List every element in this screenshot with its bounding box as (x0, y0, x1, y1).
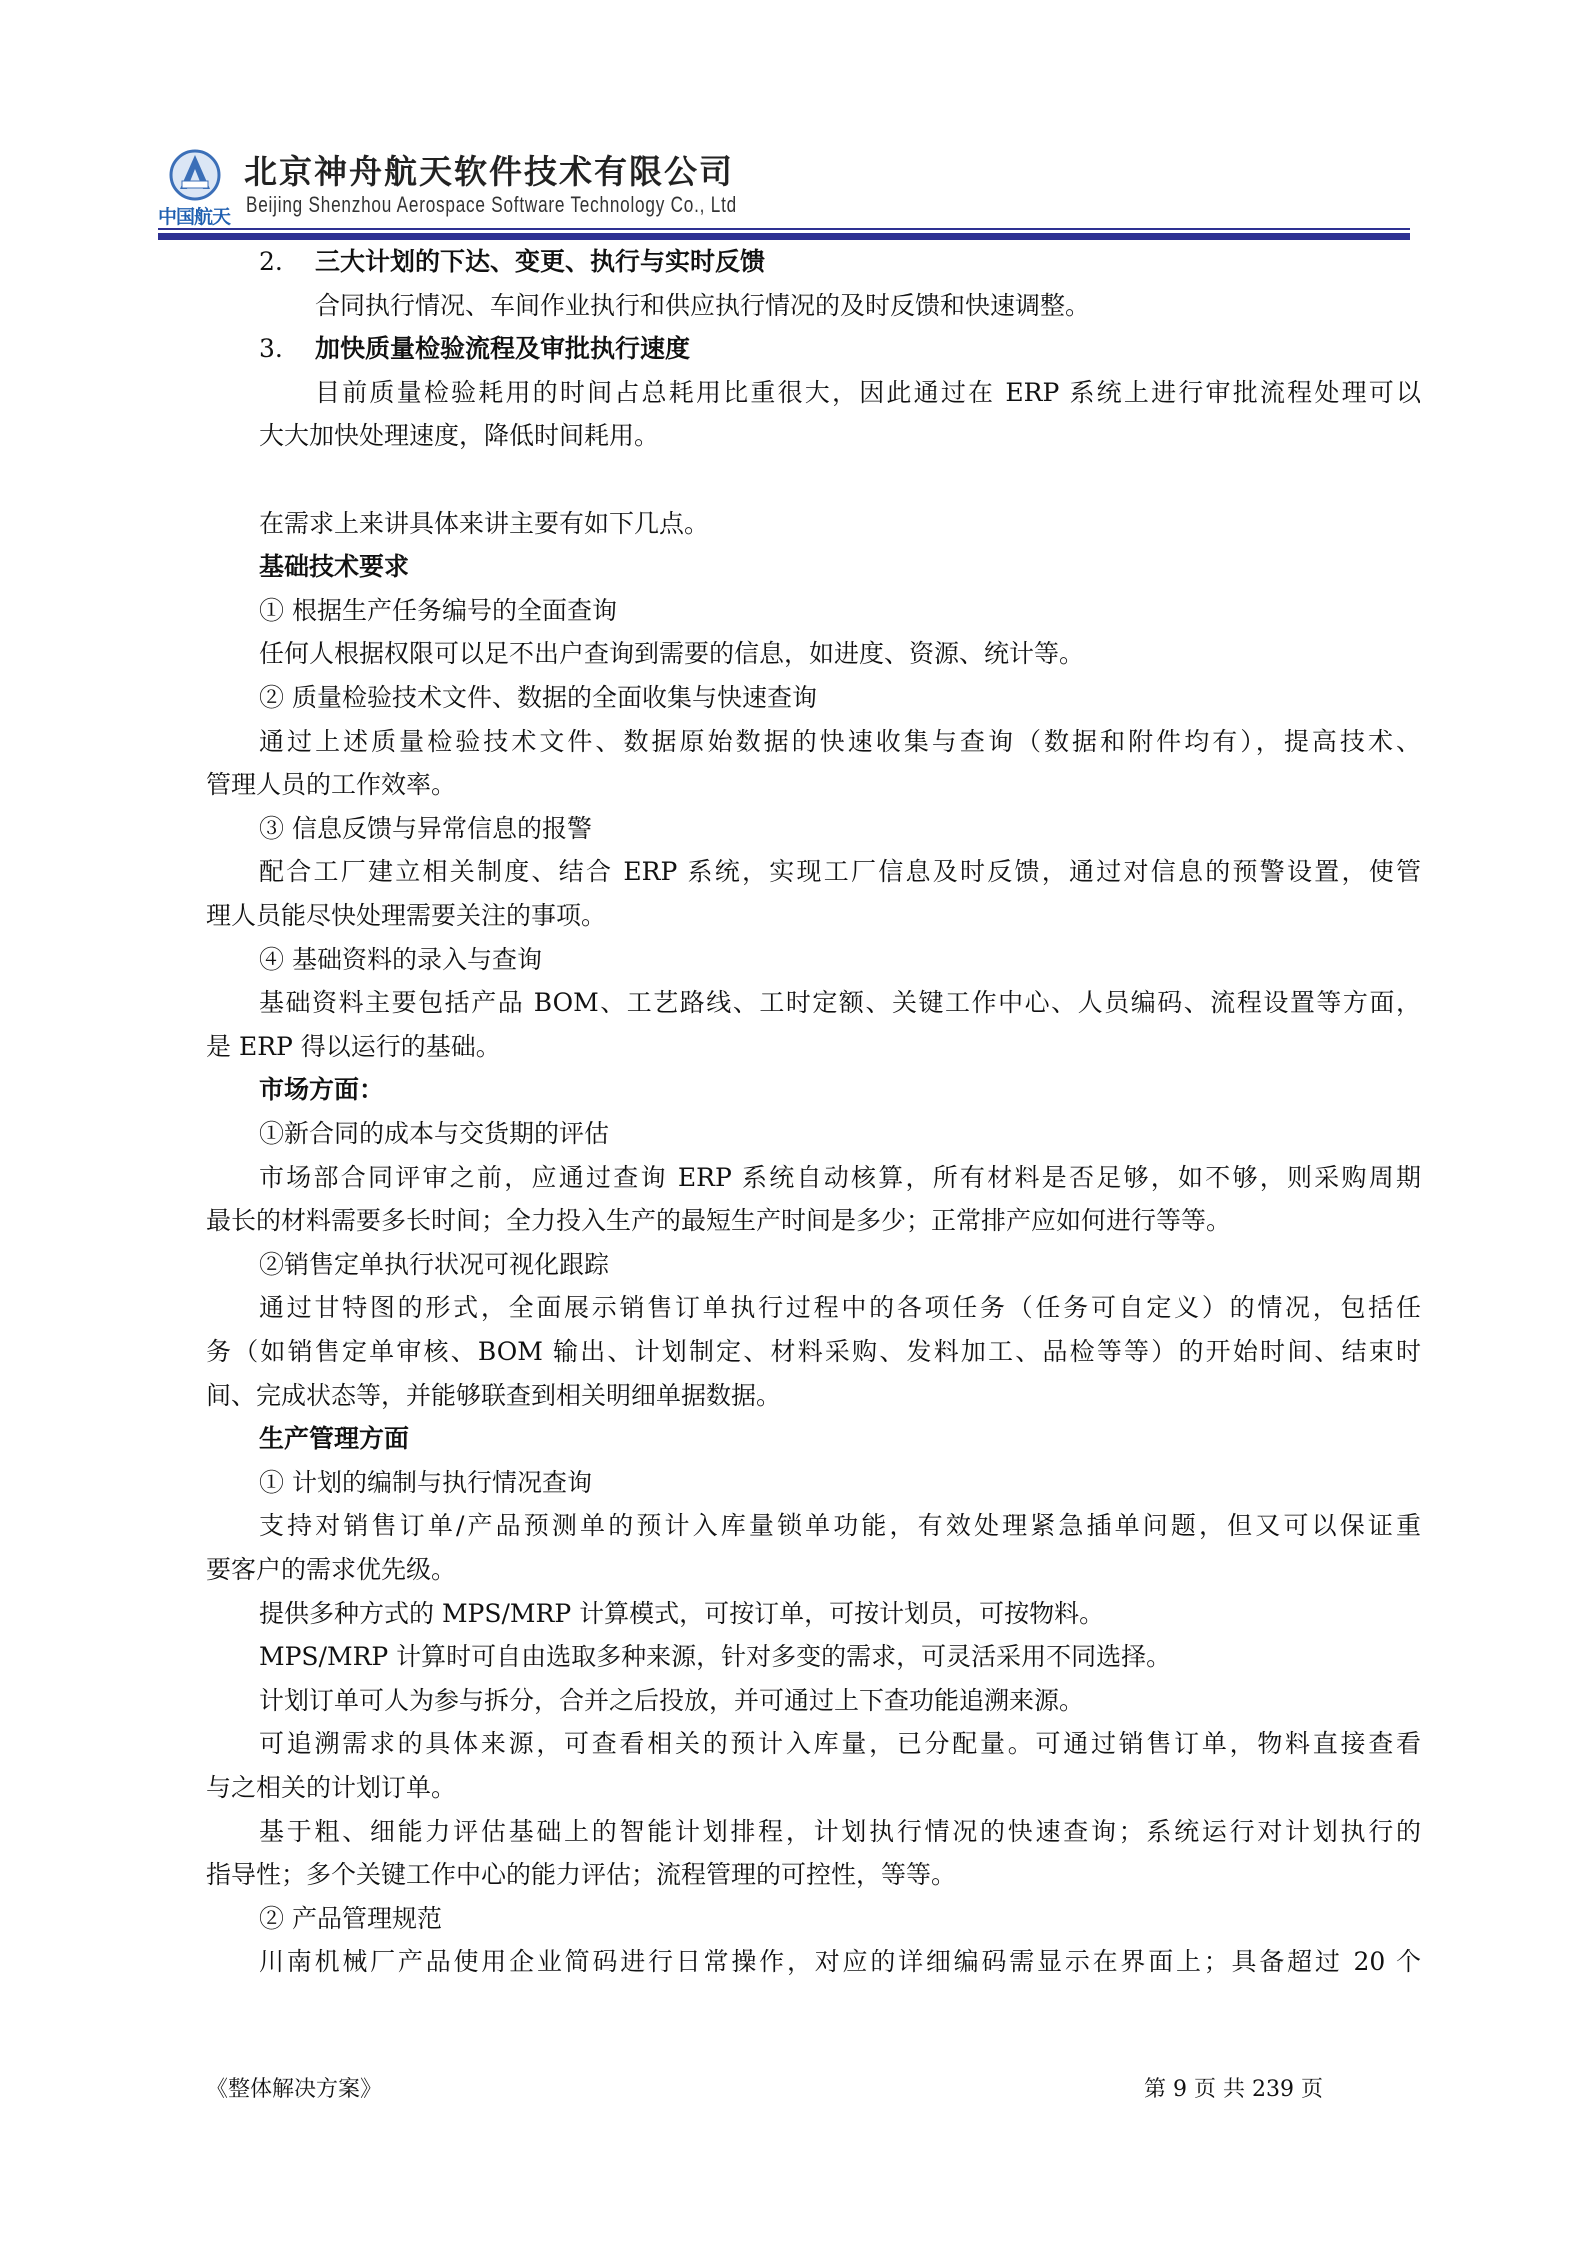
footer-page-info: 第 9 页 共 239 页 (1144, 2077, 1323, 2102)
text-line: 支持对销售订单/产品预测单的预计入库量锁单功能，有效处理紧急插单问题，但又可以保证重 (259, 1511, 1421, 1541)
text-line: ③ 信息反馈与异常信息的报警 (259, 813, 592, 843)
text-line: ④ 基础资料的录入与查询 (259, 944, 542, 974)
text-line: 指导性；多个关键工作中心的能力评估；流程管理的可控性，等等。 (206, 1860, 957, 1890)
text-line: 理人员能尽快处理需要关注的事项。 (206, 901, 607, 930)
text-line: 通过甘特图的形式，全面展示销售订单执行过程中的各项任务（任务可自定义）的情况，包括任 (259, 1293, 1421, 1323)
text-line: 是 ERP 得以运行的基础。 (206, 1031, 501, 1061)
text-line: 合同执行情况、车间作业执行和供应执行情况的及时反馈和快速调整。 (315, 290, 1091, 320)
text-line: ① 根据生产任务编号的全面查询 (259, 595, 617, 625)
text-line: 最长的材料需要多长时间；全力投入生产的最短生产时间是多少；正常排产应如何进行等等。 (206, 1206, 1232, 1236)
text-line: 配合工厂建立相关制度、结合 ERP 系统，实现工厂信息及时反馈，通过对信息的预警设置，使管 (259, 857, 1421, 887)
logo-text: 中国航天 (158, 206, 231, 228)
list-number: 2. (259, 247, 283, 276)
text-line: 提供多种方式的 MPS/MRP 计算模式，可按订单，可按计划员，可按物料。 (259, 1598, 1105, 1628)
text-line: 与之相关的计划订单。 (206, 1773, 457, 1802)
company-name-en: Beijing Shenzhou Aerospace Software Technology Co., Ltd (246, 192, 737, 217)
footer-doc-title: 《整体解决方案》 (206, 2077, 383, 2102)
header-rule-thick (158, 233, 1410, 240)
list-number: 3. (259, 334, 283, 364)
text-line: 基础资料主要包括产品 BOM、工艺路线、工时定额、关键工作中心、人员编码、流程设置等方面， (259, 988, 1421, 1018)
section-heading: 市场方面： (259, 1075, 385, 1105)
text-line: 务（如销售定单审核、BOM 输出、计划制定、材料采购、发料加工、品检等等）的开始时间、结束时 (206, 1337, 1421, 1366)
header-rule-thin (158, 228, 1410, 230)
section-heading: 生产管理方面 (259, 1424, 410, 1454)
text-line: ② 质量检验技术文件、数据的全面收集与快速查询 (259, 683, 817, 712)
text-line: 在需求上来讲具体来讲主要有如下几点。 (259, 508, 710, 538)
text-line: 基于粗、细能力评估基础上的智能计划排程，计划执行情况的快速查询；系统运行对计划执行的 (259, 1816, 1421, 1846)
text-line: 计划订单可人为参与拆分，合并之后投放，并可通过上下查功能追溯来源。 (259, 1685, 1085, 1715)
text-line: 目前质量检验耗用的时间占总耗用比重很大，因此通过在 ERP 系统上进行审批流程处理可以 (315, 377, 1421, 407)
text-line: 川南机械厂产品使用企业简码进行日常操作，对应的详细编码需显示在界面上；具备超过 20 个 (259, 1947, 1421, 1977)
text-line: ② 产品管理规范 (259, 1903, 442, 1933)
text-line: 任何人根据权限可以足不出户查询到需要的信息，如进度、资源、统计等。 (259, 639, 1085, 669)
text-line: ① 计划的编制与执行情况查询 (259, 1467, 592, 1497)
text-line: ②销售定单执行状况可视化跟踪 (259, 1249, 610, 1279)
company-name-cn: 北京神舟航天软件技术有限公司 (244, 152, 734, 191)
text-line: 大大加快处理速度，降低时间耗用。 (259, 421, 660, 451)
text-line: 间、完成状态等，并能够联查到相关明细单据数据。 (206, 1380, 782, 1410)
text-line: 可追溯需求的具体来源，可查看相关的预计入库量，已分配量。可通过销售订单，物料直接查看 (259, 1729, 1421, 1759)
text-line: 市场部合同评审之前，应通过查询 ERP 系统自动核算，所有材料是否足够，如不够，则采购周期 (259, 1162, 1421, 1192)
section-heading: 基础技术要求 (259, 552, 410, 582)
section-heading: 三大计划的下达、变更、执行与实时反馈 (315, 247, 766, 276)
text-line: 管理人员的工作效率。 (206, 770, 457, 800)
section-heading: 加快质量检验流程及审批执行速度 (315, 334, 691, 364)
text-line: ①新合同的成本与交货期的评估 (259, 1119, 610, 1148)
text-line: 通过上述质量检验技术文件、数据原始数据的快速收集与查询（数据和附件均有），提高技术、 (259, 726, 1421, 756)
text-line: 要客户的需求优先级。 (206, 1555, 457, 1584)
text-line: MPS/MRP 计算时可自由选取多种来源，针对多变的需求，可灵活采用不同选择。 (259, 1642, 1172, 1672)
